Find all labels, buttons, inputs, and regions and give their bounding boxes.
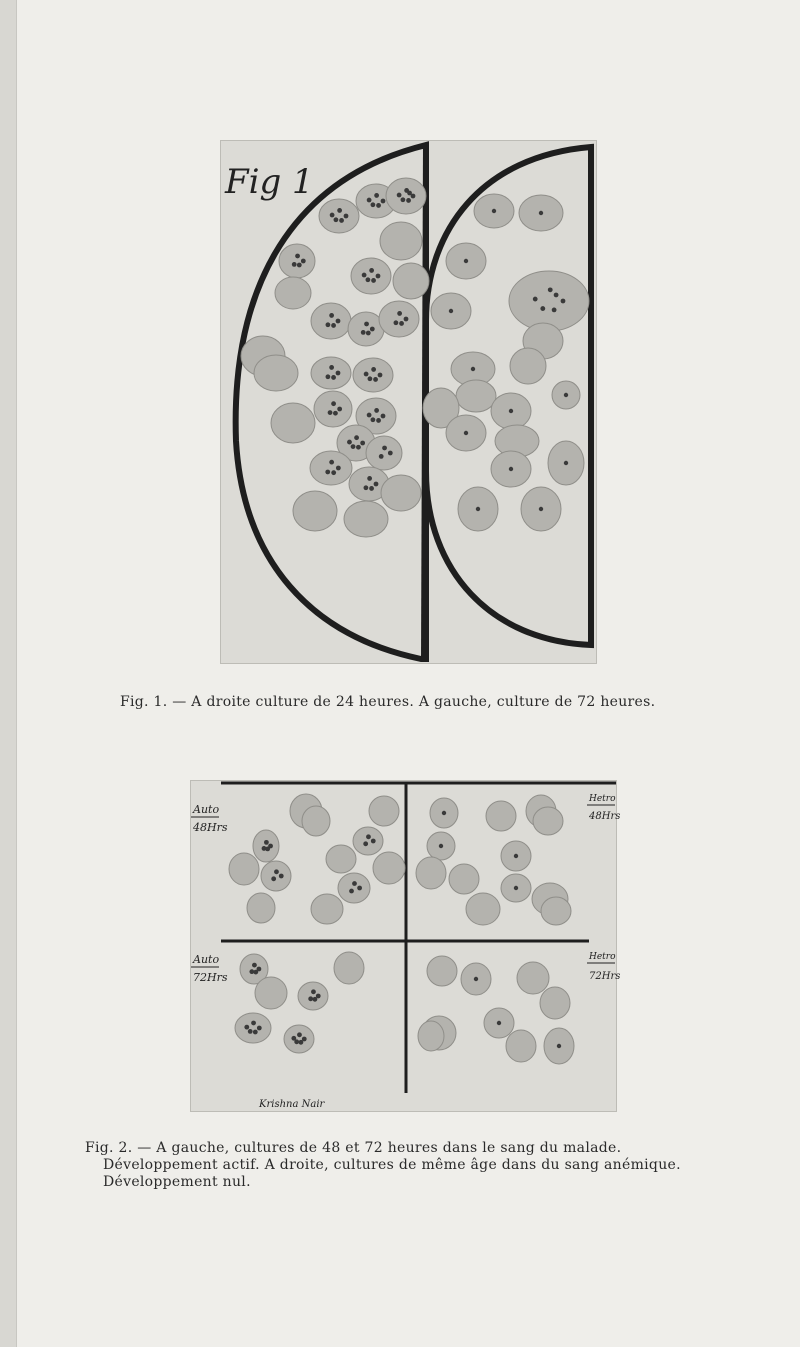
parasite-nucleus: [397, 193, 402, 198]
parasite-nucleus: [337, 407, 342, 412]
parasite-nucleus: [337, 208, 342, 213]
blood-cell: [311, 357, 351, 389]
blood-cell: [235, 1013, 271, 1043]
blood-cell: [253, 830, 279, 862]
parasite-nucleus: [382, 446, 387, 451]
parasite-nucleus: [561, 299, 566, 304]
parasite-nucleus: [368, 376, 373, 381]
blood-cell: [314, 391, 352, 427]
parasite-nucleus: [464, 259, 468, 263]
parasite-nucleus: [271, 876, 276, 881]
parasite-nucleus: [336, 319, 341, 324]
blood-cell: [379, 301, 419, 337]
blood-cell: [540, 987, 570, 1019]
blood-cell: [229, 853, 259, 885]
parasite-nucleus: [394, 320, 399, 325]
parasite-nucleus: [248, 1029, 253, 1034]
parasite-nucleus: [311, 989, 316, 994]
parasite-nucleus: [366, 834, 371, 839]
label-hetro-48-2: 48Hrs: [589, 811, 621, 822]
parasite-nucleus: [539, 211, 543, 215]
parasite-nucleus: [264, 840, 269, 845]
blood-cell: [509, 271, 589, 331]
parasite-nucleus: [297, 263, 302, 268]
parasite-nucleus: [371, 417, 376, 422]
parasite-nucleus: [514, 854, 518, 858]
binding-edge: [0, 0, 17, 1347]
parasite-nucleus: [330, 213, 335, 218]
parasite-nucleus: [308, 996, 313, 1001]
blood-cell: [456, 380, 496, 412]
parasite-nucleus: [364, 322, 369, 327]
parasite-nucleus: [364, 485, 369, 490]
parasite-nucleus: [371, 278, 376, 283]
parasite-nucleus: [292, 262, 297, 267]
parasite-nucleus: [253, 1030, 258, 1035]
figure-1-plate: [220, 140, 597, 664]
parasite-nucleus: [329, 313, 334, 318]
parasite-nucleus: [371, 202, 376, 207]
blood-cell: [510, 348, 546, 384]
parasite-nucleus: [404, 317, 409, 322]
parasite-nucleus: [344, 214, 349, 219]
parasite-nucleus: [464, 431, 468, 435]
parasite-nucleus: [369, 268, 374, 273]
blood-cell: [298, 982, 328, 1010]
parasite-nucleus: [265, 846, 270, 851]
parasite-nucleus: [253, 970, 258, 975]
parasite-nucleus: [339, 218, 344, 223]
figure-2-caption-line-3: Développement nul.: [103, 1174, 251, 1190]
figure-1-cells: [241, 178, 589, 537]
parasite-nucleus: [509, 409, 513, 413]
label-hetro-72-1: Hetro: [589, 952, 616, 962]
parasite-nucleus: [295, 254, 300, 259]
parasite-nucleus: [328, 410, 333, 415]
parasite-nucleus: [366, 277, 371, 282]
figure-1-handwritten-label: Fig 1: [225, 162, 314, 202]
parasite-nucleus: [476, 507, 480, 511]
parasite-nucleus: [333, 411, 338, 416]
parasite-nucleus: [361, 330, 366, 335]
parasite-nucleus: [334, 217, 339, 222]
blood-cell: [353, 358, 393, 392]
blood-cell: [381, 475, 421, 511]
parasite-nucleus: [354, 435, 359, 440]
parasite-nucleus: [373, 377, 378, 382]
parasite-nucleus: [552, 307, 557, 312]
blood-cell: [517, 962, 549, 994]
blood-cell: [393, 263, 429, 299]
figure-1-caption: Fig. 1. — A droite culture de 24 heures. A gauche, culture de 72 heures.: [120, 694, 656, 710]
parasite-nucleus: [356, 445, 361, 450]
blood-cell: [449, 864, 479, 894]
parasite-nucleus: [509, 467, 513, 471]
blood-cell: [334, 952, 364, 984]
parasite-nucleus: [331, 401, 336, 406]
parasite-nucleus: [257, 1026, 262, 1031]
parasite-nucleus: [352, 881, 357, 886]
blood-cell: [271, 403, 315, 443]
figure-2-caption: [85, 1140, 725, 1191]
blood-cell: [275, 277, 311, 309]
parasite-nucleus: [331, 323, 336, 328]
blood-cell: [338, 873, 370, 903]
parasite-nucleus: [539, 507, 543, 511]
parasite-nucleus: [442, 811, 446, 815]
label-auto-48-2: 48Hrs: [193, 821, 228, 834]
parasite-nucleus: [399, 321, 404, 326]
parasite-nucleus: [364, 372, 369, 377]
parasite-nucleus: [474, 977, 478, 981]
blood-cell: [486, 801, 516, 831]
figure-2-drawing: [191, 781, 621, 1111]
parasite-nucleus: [533, 297, 538, 302]
blood-cell: [344, 501, 388, 537]
label-auto-72-2: 72Hrs: [193, 971, 228, 984]
label-auto-48-1: Auto: [193, 803, 220, 816]
parasite-nucleus: [363, 841, 368, 846]
parasite-nucleus: [471, 367, 475, 371]
parasite-nucleus: [514, 886, 518, 890]
blood-cell: [466, 893, 500, 925]
parasite-nucleus: [439, 844, 443, 848]
parasite-nucleus: [291, 1036, 296, 1041]
parasite-nucleus: [313, 997, 318, 1002]
parasite-nucleus: [371, 367, 376, 372]
blood-cell: [351, 258, 391, 294]
parasite-nucleus: [379, 454, 384, 459]
parasite-nucleus: [360, 441, 365, 446]
parasite-nucleus: [357, 886, 362, 891]
blood-cell: [427, 956, 457, 986]
parasite-nucleus: [371, 839, 376, 844]
figure-2-cells: [229, 794, 574, 1064]
parasite-nucleus: [376, 418, 381, 423]
parasite-nucleus: [347, 440, 352, 445]
parasite-nucleus: [376, 203, 381, 208]
parasite-nucleus: [367, 198, 372, 203]
blood-cell: [541, 897, 571, 925]
label-hetro-48-1: Hetro: [589, 794, 616, 804]
blood-cell: [418, 1021, 444, 1051]
figure-2-caption-line-1: Fig. 2. — A gauche, cultures de 48 et 72 heures dans le sang du malade.: [85, 1140, 622, 1156]
blood-cell: [353, 827, 383, 855]
label-auto-72-1: Auto: [193, 953, 220, 966]
parasite-nucleus: [397, 311, 402, 316]
parasite-nucleus: [497, 1021, 501, 1025]
parasite-nucleus: [367, 413, 372, 418]
figure-2-plate: [190, 780, 621, 1112]
parasite-nucleus: [251, 1021, 256, 1026]
parasite-nucleus: [331, 375, 336, 380]
parasite-nucleus: [378, 373, 383, 378]
blood-cell: [302, 806, 330, 836]
parasite-nucleus: [366, 331, 371, 336]
parasite-nucleus: [326, 374, 331, 379]
blood-cell: [284, 1025, 314, 1053]
blood-cell: [247, 893, 275, 923]
blood-cell: [254, 355, 298, 391]
blood-cell: [373, 852, 405, 884]
blood-cell: [326, 845, 356, 873]
blood-cell: [311, 894, 343, 924]
parasite-nucleus: [336, 466, 341, 471]
parasite-nucleus: [449, 309, 453, 313]
parasite-nucleus: [381, 414, 386, 419]
parasite-nucleus: [492, 209, 496, 213]
blood-cell: [533, 807, 563, 835]
parasite-nucleus: [244, 1025, 249, 1030]
parasite-nucleus: [540, 306, 545, 311]
parasite-nucleus: [329, 365, 334, 370]
blood-cell: [369, 796, 399, 826]
parasite-nucleus: [401, 197, 406, 202]
parasite-nucleus: [362, 273, 367, 278]
parasite-nucleus: [381, 199, 386, 204]
figure-1-drawing: [221, 141, 596, 663]
parasite-nucleus: [548, 287, 553, 292]
parasite-nucleus: [299, 1040, 304, 1045]
parasite-nucleus: [407, 191, 412, 196]
parasite-nucleus: [274, 869, 279, 874]
signature: Krishna Nair: [259, 1099, 325, 1110]
blood-cell: [366, 436, 402, 470]
blood-cell: [261, 861, 291, 891]
blood-cell: [386, 178, 426, 214]
blood-cell: [310, 451, 352, 485]
parasite-nucleus: [297, 1032, 302, 1037]
parasite-nucleus: [367, 476, 372, 481]
parasite-nucleus: [279, 874, 284, 879]
figure-2-caption-line-2: Développement actif. A droite, cultures de même âge dans du sang anémique.: [103, 1157, 681, 1173]
parasite-nucleus: [554, 293, 559, 298]
parasite-nucleus: [564, 461, 568, 465]
blood-cell: [293, 491, 337, 531]
parasite-nucleus: [301, 259, 306, 264]
parasite-nucleus: [349, 889, 354, 894]
parasite-nucleus: [376, 274, 381, 279]
parasite-nucleus: [406, 198, 411, 203]
parasite-nucleus: [374, 193, 379, 198]
blood-cell: [319, 199, 359, 233]
parasite-nucleus: [370, 327, 375, 332]
parasite-nucleus: [374, 408, 379, 413]
parasite-nucleus: [336, 371, 341, 376]
parasite-nucleus: [557, 1044, 561, 1048]
parasite-nucleus: [252, 963, 257, 968]
parasite-nucleus: [329, 460, 334, 465]
parasite-nucleus: [351, 444, 356, 449]
blood-cell: [255, 977, 287, 1009]
parasite-nucleus: [325, 470, 330, 475]
blood-cell: [416, 857, 446, 889]
blood-cell: [380, 222, 422, 260]
parasite-nucleus: [374, 482, 379, 487]
blood-cell: [506, 1030, 536, 1062]
parasite-nucleus: [369, 486, 374, 491]
parasite-nucleus: [564, 393, 568, 397]
parasite-nucleus: [331, 470, 336, 475]
parasite-nucleus: [326, 322, 331, 327]
label-hetro-72-2: 72Hrs: [589, 971, 621, 982]
parasite-nucleus: [388, 451, 393, 456]
blood-cell: [279, 244, 315, 278]
blood-cell: [311, 303, 351, 339]
